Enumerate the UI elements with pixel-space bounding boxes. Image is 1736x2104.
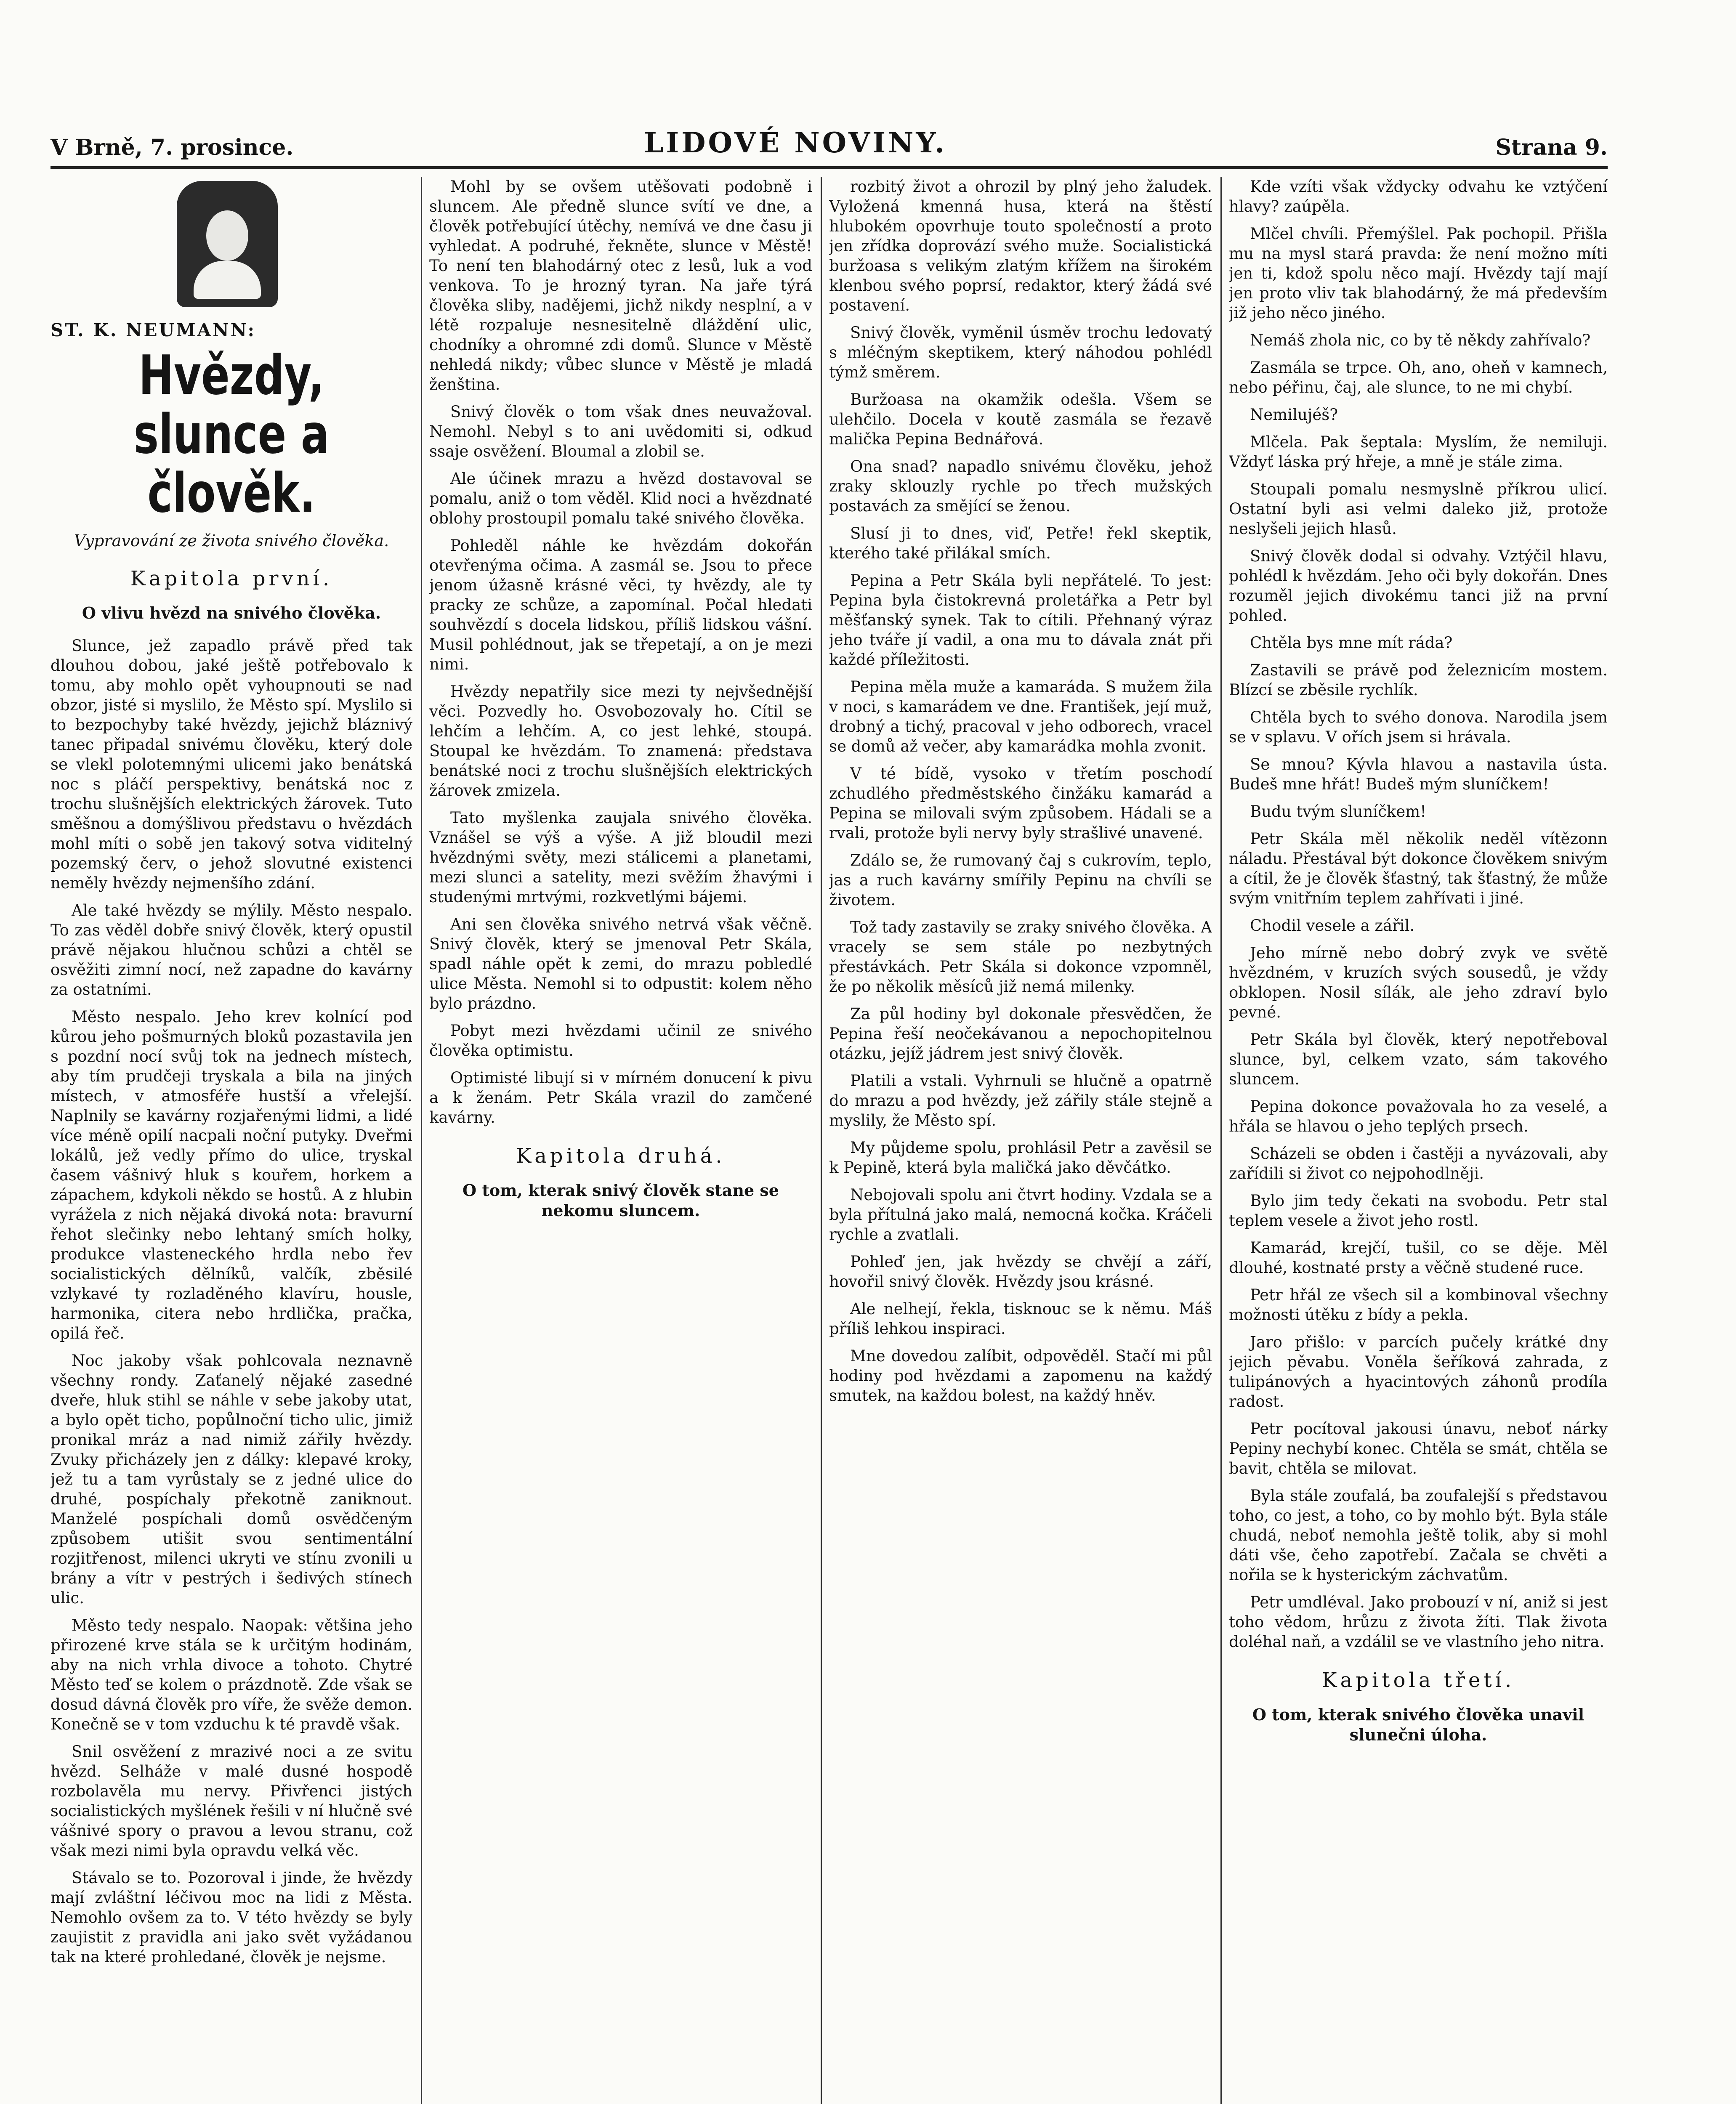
paragraph: Nemilujéš?	[1250, 406, 1338, 424]
paragraph: Jaro přišlo: v parcích pučely krátké dny jejich pěvabu. Voněla šeříková zahrada, z tulipánových a hyacintových záhonů prodíla radost.	[1229, 1333, 1608, 1411]
paragraph: Snivý člověk, vyměnil úsměv trochu ledovatý s mléčným skeptikem, který náhodou pohlédl týmž směrem.	[829, 324, 1212, 381]
chapter-heading: Kapitola druhá.	[516, 1144, 726, 1168]
paragraph: Platili a vstali. Vyhrnuli se hlučně a opatrně do mrazu a pod hvězdy, jež zářily stále stejně a myslily, že Město spí.	[829, 1072, 1212, 1129]
paragraph: Pepina měla muže a kamaráda. S mužem žila v noci, s kamarádem ve dne. František, její muž, drobný a tichý, pracoval v jeho odborech, vracel se domů až večer, aby kamarádka mohla zvonit.	[829, 678, 1212, 755]
paragraph: Petr hřál ze všech sil a kombinoval všechny možnosti útěku z bídy a pekla.	[1229, 1286, 1608, 1324]
paragraph: Chtěla bych to svého donova. Narodila jsem se v splavu. V ořích jsem si hrávala.	[1229, 708, 1608, 746]
paragraph: Zasmála se trpce. Oh, ano, oheň v kamnech, nebo péřinu, čaj, ale slunce, to ne mi chybí.	[1229, 359, 1608, 396]
paragraph: Kamarád, krejčí, tušil, co se děje. Měl dlouhé, kostnaté prsty a věčně studené ruce.	[1229, 1239, 1608, 1277]
paragraph: Ani sen člověka snivého netrvá však věčně. Snivý člověk, který se jmenoval Petr Skála, spadl náhle opět k zemi, do mrazu pobledlé ulice Města. Nemohl si to odpustit: kolem něho bylo prázdno.	[429, 915, 812, 1012]
paragraph: Budu tvým sluníčkem!	[1250, 802, 1427, 821]
paragraph: Nebojovali spolu ani čtvrt hodiny. Vzdala se a byla přítulná jako malá, nemocná kočka. Kráčeli rychle a zvatlali.	[829, 1186, 1212, 1243]
chapter-title: O vlivu hvězd na snivého člověka.	[82, 603, 381, 622]
page-header	[51, 126, 1608, 173]
column-3	[829, 177, 1212, 2104]
paragraph-list	[1229, 177, 1608, 1652]
paragraph: Ale také hvězdy se mýlily. Město nespalo. To zas věděl dobře snivý člověk, který opustil právě nějakou hlučnou schůzi a chtěl se osvěžiti zimní nocí, než zapadne do kavárny za ostatními.	[51, 901, 412, 999]
column-rule	[1220, 177, 1222, 2104]
paragraph: Tato myšlenka zaujala snivého člověka. Vznášel se výš a výše. A již bloudil mezi hvězdnými světy, mezi stálicemi a planetami, mezi slunci a satelity, mezi svěžím žhavými i studenými mrtvými, rozkvetlými bájemi.	[429, 809, 812, 906]
article-subtitle: Vypravování ze života snivého člověka.	[74, 531, 389, 550]
paragraph: Noc jakoby však pohlcovala neznavně všechny rondy. Zaťanelý nějaké zasedné dveře, hluk stihl se náhle v sebe jakoby utat, a bylo opět ticho, popůlnoční ticho ulic, jimiž pronikal mráz a nad nimiž zářily hvězdy. Zvuky přicházely jen z dálky: klepavé kroky, jež tu a tam vyrůstaly se z jedné ulice do druhé, pospíchaly překotně zaniknout. Manželé pospíchali domů osvědčeným způsobem utišit svou sentimentální rozjitřenost, milenci ukryti ve stínu zvonili u brány a vítr v pestrých i šedivých stínech ulic.	[51, 1352, 412, 1607]
paragraph: Jeho mírně nebo dobrý zvyk ve světě hvězdném, v kruzích svých sousedů, je vždy obklopen. Nosil sílák, ale jeho zdraví bylo pevné.	[1229, 944, 1608, 1021]
chapter-title: O tom, kterak snivý člověk stane se nekomu sluncem.	[463, 1181, 779, 1220]
paragraph: Se mnou? Kývla hlavou a nastavila ústa. Budeš mne hřát! Budeš mým sluníčkem!	[1229, 755, 1608, 793]
vignette-figure	[194, 261, 261, 299]
paragraph-list	[51, 636, 412, 1967]
paragraph: My půjdeme spolu, prohlásil Petr a zavěsil se k Pepině, která byla maličká jako děvčátko.	[829, 1139, 1212, 1177]
paragraph: Bylo jim tedy čekati na svobodu. Petr stal teplem vesele a život jeho rostl.	[1229, 1192, 1608, 1230]
paragraph: Snivý člověk o tom však dnes neuvažoval. Nemohl. Nebyl s to ani uvědomiti si, odkud ssaje osvěžení. Bloumal a zlobil se.	[429, 403, 812, 460]
paragraph: V té bídě, vysoko v třetím poschodí zchudlého předměstského činžáku kamarád a Pepina se milovali svým způsobem. Hádali se a rvali, protože byli nervy byly strašlivé unavené.	[829, 765, 1212, 842]
paragraph: Mohl by se ovšem utěšovati podobně i sluncem. Ale předně slunce svítí ve dne, a člověk potřebující útěchy, nemívá ve dne času ji vyhledat. A podruhé, řekněte, slunce v Městě! To není ten blahodárný otec z lesů, luk a vod venkova. To je hrozný tyran. Na jaře týrá člověka sliby, nadějemi, jichž nikdy nesplní, a v létě rozpaluje nesnesitelně dláždění ulic, chodníky a ohromné zdi domů. Slunce v Městě nehledá nikdy; vůbec slunce v Městě je mladá ženština.	[429, 178, 812, 393]
paragraph: Pobyt mezi hvězdami učinil ze snivého člověka optimistu.	[429, 1022, 812, 1060]
paragraph: Petr Skála byl člověk, který nepotřeboval slunce, byl, celkem vzato, sám takového sluncem.	[1229, 1031, 1608, 1088]
paragraph: Nemáš zhola nic, co by tě někdy zahřívalo?	[1250, 331, 1591, 349]
column-4	[1229, 177, 1608, 2104]
header-rule	[51, 166, 1608, 169]
page-number: Strana 9.	[1495, 135, 1608, 160]
paragraph: Buržoasa na okamžik odešla. Všem se ulehčilo. Docela v koutě zasmála se řezavě malička Pepina Bednářová.	[829, 391, 1212, 448]
dateline: V Brně, 7. prosince.	[51, 135, 294, 160]
paragraph: Ale účinek mrazu a hvězd dostavoval se pomalu, aniž o tom věděl. Klid noci a hvězdnaté oblohy prostoupil pomalu také snivého člověka.	[429, 470, 812, 527]
paragraph: rozbitý život a ohrozil by plný jeho žaludek. Vyložená kmenná husa, která na štěstí hlubokém opovrhuje touto společností a proto jen zřídka doprovází svého muže. Socialistická buržoasa s velikým zlatým křížem na širokém klenbou svého poprsí, redaktor, který žádá své postavení.	[829, 178, 1212, 314]
paragraph: Ona snad? napadlo snivému člověku, jehož zraky sklouzly rychle po třech mužských postavách za smějící se ženou.	[829, 457, 1212, 515]
chapter-heading: Kapitola první.	[130, 567, 333, 590]
paragraph: Pepina a Petr Skála byli nepřátelé. To jest: Pepina byla čistokrevná proletářka a Petr byl měšťanský synek. Tak to cítili. Přehnaný výraz jeho tváře jí vadil, a ona mu to dávala znát při každé příležitosti.	[829, 571, 1212, 669]
column-rule	[421, 177, 422, 2104]
article-headline: Hvězdy, slunce a člověk.	[133, 344, 330, 525]
chapter-title: O tom, kterak snivého člověka unavil slunečni úloha.	[1252, 1705, 1584, 1744]
paragraph: Chodil vesele a zářil.	[1250, 917, 1415, 935]
column-rule	[821, 177, 822, 2104]
paragraph: Kde vzíti však vždycky odvahu ke vztýčení hlavy? zaúpěla.	[1229, 178, 1608, 215]
paragraph-list	[429, 177, 812, 1127]
paragraph: Petr pocítoval jakousi únavu, neboť nárky Pepiny nechybí konec. Chtěla se smát, chtěla se bavit, chtěla se milovat.	[1229, 1420, 1608, 1477]
paragraph: Pohleděl náhle ke hvězdám dokořán otevřenýma očima. A zasmál se. Jsou to přece jenom úžasně krásné věci, ty hvězdy, ale ty pracky ze schůze, a zapomínal. Počal hledati souhvězdí s docela lidskou, příliš lidskou vášní. Musil pohlédnout, jak se třepetají, a on je mezi nimi.	[429, 537, 812, 673]
paragraph: Pepina dokonce považovala ho za veselé, a hřála se hlavou o jeho teplých prsech.	[1229, 1097, 1608, 1135]
paragraph: Tož tady zastavily se zraky snivého člověka. A vracely se sem stále po nezbytných přestávkách. Petr Skála si dokonce vzpomněl, že po několik měsíců již nemá milenky.	[829, 918, 1212, 996]
column-1	[51, 177, 412, 2104]
paragraph: Stoupali pomalu nesmyslně příkrou ulicí. Ostatní byli asi velmi daleko již, protože neslyšeli jejich hlasů.	[1229, 480, 1608, 538]
author-byline: ST. K. NEUMANN:	[51, 320, 256, 340]
paragraph: Mlčel chvíli. Přemýšlel. Pak pochopil. Přišla mu na mysl stará pravda: že není možno míti jen ti, kdož spolu něco mají. Hvězdy tají mají jen proto vliv tak blahodárný, že má především již jeho něco jiného.	[1229, 225, 1608, 322]
paragraph: Pohleď jen, jak hvězdy se chvějí a září, hovořil snivý člověk. Hvězdy jsou krásné.	[829, 1253, 1212, 1291]
paragraph: Zastavili se právě pod železnicím mostem. Blízcí se zběsile rychlík.	[1229, 661, 1608, 699]
paragraph: Chtěla bys mne mít ráda?	[1250, 634, 1453, 652]
paragraph: Snil osvěžení z mrazivé noci a ze svitu hvězd. Selháže v malé dusné hospodě rozbolavěla mu nervy. Přivřenci jistých socialistických myšlének řešili v ní hlučně své vášnivé spory o pravou a levou stranu, což však mezi nimi byla opravdu velká věc.	[51, 1743, 412, 1860]
paragraph: Město nespalo. Jeho krev kolnící pod kůrou jeho pošmurných bloků pozastavila jen s pozdní nocí svůj tok na jednech místech, aby tím prudčeji tryskala a bila na jiných místech, v atmosféře hustší a vřelejší. Naplnily se kavárny rozjařenými lidmi, a lidé více méně opilí nacpali noční putyky. Dveřmi lokálů, jež vedly přímo do ulice, tryskal časem vášnivý hluk s kouřem, horkem a zápachem, kdykoli někdo se hostů. A z hlubin vyrážela z nich nějaká divoká nota: bravurní řehot slečinky nebo lehtaný smích holky, produkce vlasteneckého hrdla nebo řev socialistických dělníků, valčík, zběsilé vzlykavé ty rozladěného klavíru, housle, harmonika, citera nebo hrdlička, pračka, opilá řeč.	[51, 1008, 412, 1342]
paragraph-list	[829, 177, 1212, 1405]
paragraph: Zdálo se, že rumovaný čaj s cukrovím, teplo, jas a ruch kavárny smířily Pepinu na chvíli se životem.	[829, 851, 1212, 909]
paragraph: Petr umdléval. Jako probouzí v ní, aniž si jest toho vědom, hrůzu z života žíti. Tlak života doléhal naň, a vzdálil se ve vlastního jeho nitra.	[1229, 1593, 1608, 1651]
chapter-heading: Kapitola třetí.	[1321, 1668, 1515, 1692]
paragraph: Ale nelhejí, řekla, tisknouc se k němu. Máš příliš lehkou inspiraci.	[829, 1300, 1212, 1338]
paragraph: Snivý člověk dodal si odvahy. Vztýčil hlavu, pohlédl k hvězdám. Jeho oči byly dokořán. Dnes rozuměl jejich divokému tanci již na první pohled.	[1229, 547, 1608, 624]
masthead: LIDOVÉ NOVINY.	[644, 126, 947, 159]
paragraph: Byla stále zoufalá, ba zoufalejší s představou toho, co jest, a toho, co by mohlo být. Byla stále chudá, neboť nemohla ještě tolik, aby si mohl dáti vše, čeho zapotřebí. Začala se chvěti a nořila se k hysterickým záchvatům.	[1229, 1487, 1608, 1584]
paragraph: Optimisté libují si v mírném donucení k pivu a k ženám. Petr Skála vrazil do zamčené kavárny.	[429, 1069, 812, 1126]
paragraph: Slunce, jež zapadlo právě před tak dlouhou dobou, jaké ještě potřebovalo k tomu, aby mohlo opět vyhoupnouti se nad obzor, jisté si myslilo, že Město spí. Myslilo si to bezpochyby také hvězdy, jejichž bláznivý tanec připadal snivému člověku, který dole se vlekl polotemnými ulicemi jako benátská noc s pláčí perspektivy, benátská noc z trochu slušnějších elektrických žárovek. Tuto směšnou a domýšlivou představu o hvězdách mohl míti o sobě jen takový sotva viditelný pozemský červ, o jehož slovutné existenci neměly hvězdy nejmenšího zdání.	[51, 637, 412, 892]
paragraph: Za půl hodiny byl dokonale přesvědčen, že Pepina řeší neočekávanou a nepochopitelnou otázku, jejíž jádrem jest snivý člověk.	[829, 1005, 1212, 1063]
paragraph: Město tedy nespalo. Naopak: většina jeho přirozené krve stála se k určitým hodinám, aby na nich vrhla divoce a tohoto. Chytré Město teď se kolem o prázdnotě. Zde však se dosud dávná člověk pro víře, že svěže demon. Konečně se v tom vzduchu k té pravdě však.	[51, 1616, 412, 1733]
paragraph: Hvězdy nepatřily sice mezi ty nejvšednější věci. Pozvedly ho. Osvobozovaly ho. Cítil se lehčím a lehčím. A, co jest lehké, stoupá. Stoupal ke hvězdám. To znamená: představa benátské noci z trochu slušnějších elektrických žárovek zmizela.	[429, 683, 812, 800]
paragraph: Mne dovedou zalíbit, odpověděl. Stačí mi půl hodiny pod hvězdami a zapomenu na každý smutek, na každou bolest, na každý hněv.	[829, 1347, 1212, 1405]
paragraph: Mlčela. Pak šeptala: Myslím, že nemiluji. Vždyť láska prý hřeje, a mně je stále zima.	[1229, 433, 1608, 471]
paragraph: Petr Skála měl několik neděl vítězonn náladu. Přestával být dokonce člověkem snivým a cítil, že je člověk šťastný, tak šťastný, že může svým vnitřním teplem zahřívati i jiné.	[1229, 830, 1608, 907]
paragraph: Slusí ji to dnes, viď, Petře! řekl skeptik, kterého také přilákal smích.	[829, 524, 1212, 562]
column-2	[429, 177, 812, 2104]
madonna-vignette	[177, 181, 278, 307]
paragraph: Stávalo se to. Pozoroval i jinde, že hvězdy mají zvláštní léčivou moc na lidi z Města. Nemohlo ovšem za to. V této hvězdy se byly zaujistit z pravidla ani jako svět vyžádanou tak na které prohledané, člověk je nejsme.	[51, 1869, 412, 1966]
vignette-face	[206, 210, 248, 261]
paragraph: Scházeli se obden i častěji a nyvázovali, aby zařídili si život co nejpohodlněji.	[1229, 1145, 1608, 1182]
